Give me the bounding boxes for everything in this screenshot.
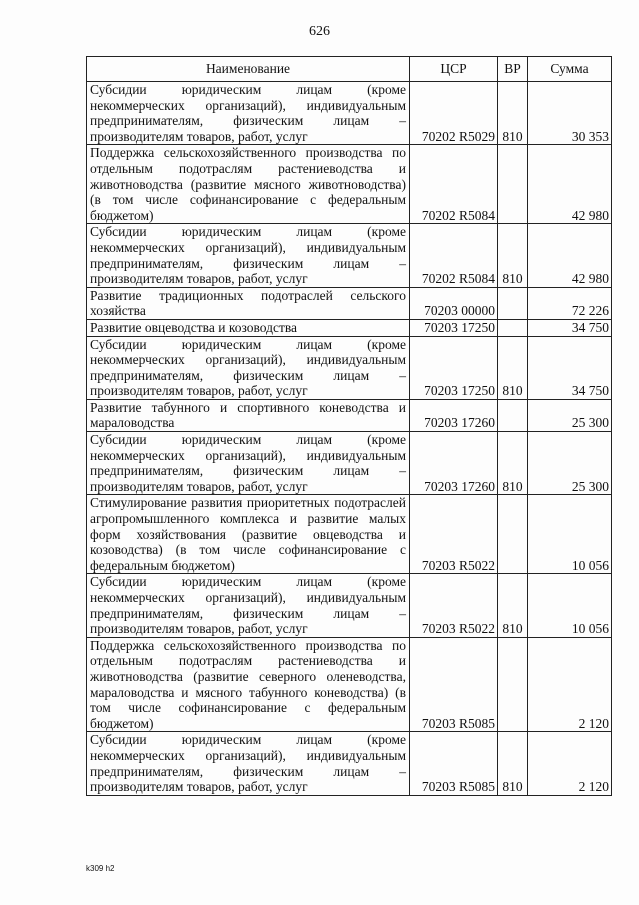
row-vr — [498, 319, 528, 336]
header-csr: ЦСР — [410, 57, 498, 82]
row-csr: 70203 R5085 — [410, 732, 498, 795]
row-name: Развитие овцеводства и козоводства — [87, 319, 410, 336]
header-vr: ВР — [498, 57, 528, 82]
row-sum: 2 120 — [528, 732, 612, 795]
row-csr: 70202 R5084 — [410, 145, 498, 224]
table-row — [87, 319, 612, 336]
row-sum: 34 750 — [528, 319, 612, 336]
row-name: Стимулирование развития приоритетных подотраслей агропромышленного комплекса и развитие малых форм хозяйствования (развитие овцеводства и козоводства) (в том числе софинансирование с федеральным бюджетом) — [87, 495, 410, 574]
row-name: Субсидии юридическим лицам (кроме некоммерческих организаций), индивидуальным предпринимателям, физическим лицам – производителям товаров, работ, услуг — [87, 574, 410, 637]
row-name: Поддержка сельскохозяйственного производства по отдельным подотраслям растениеводства и животноводства (развитие северного оленеводства, мараловодства и мясного табунного коневодства) (в том числе софинансирование с федеральным бюджетом) — [87, 637, 410, 732]
row-vr — [498, 399, 528, 431]
row-name: Субсидии юридическим лицам (кроме некоммерческих организаций), индивидуальным предпринимателям, физическим лицам – производителям товаров, работ, услуг — [87, 432, 410, 495]
table-row — [87, 287, 612, 319]
row-name: Развитие табунного и спортивного коневодства и мараловодства — [87, 399, 410, 431]
row-vr: 810 — [498, 574, 528, 637]
row-csr: 70202 R5029 — [410, 82, 498, 145]
row-name: Субсидии юридическим лицам (кроме некоммерческих организаций), индивидуальным предпринимателям, физическим лицам – производителям товаров, работ, услуг — [87, 82, 410, 145]
row-vr: 810 — [498, 224, 528, 287]
table-row — [87, 495, 612, 574]
row-vr — [498, 495, 528, 574]
row-sum: 30 353 — [528, 82, 612, 145]
table-row — [87, 574, 612, 637]
header-name: Наименование — [87, 57, 410, 82]
row-csr: 70203 17250 — [410, 336, 498, 399]
row-sum: 34 750 — [528, 336, 612, 399]
page-number: 626 — [309, 24, 330, 39]
row-vr: 810 — [498, 732, 528, 795]
row-sum: 72 226 — [528, 287, 612, 319]
header-sum: Сумма — [528, 57, 612, 82]
row-vr: 810 — [498, 82, 528, 145]
table-header-row — [87, 57, 612, 82]
table-row — [87, 637, 612, 732]
row-name: Поддержка сельскохозяйственного производства по отдельным подотраслям растениеводства и животноводства (развитие мясного животноводства) (в том числе софинансирование с федеральным бюджетом) — [87, 145, 410, 224]
row-vr: 810 — [498, 336, 528, 399]
row-vr — [498, 145, 528, 224]
row-vr — [498, 637, 528, 732]
row-vr: 810 — [498, 432, 528, 495]
row-sum: 25 300 — [528, 399, 612, 431]
row-sum: 42 980 — [528, 224, 612, 287]
row-name: Развитие традиционных подотраслей сельского хозяйства — [87, 287, 410, 319]
row-sum: 10 056 — [528, 574, 612, 637]
row-csr: 70202 R5084 — [410, 224, 498, 287]
row-vr — [498, 287, 528, 319]
footer-code: k309 h2 — [86, 864, 115, 873]
row-sum: 25 300 — [528, 432, 612, 495]
table-row — [87, 399, 612, 431]
table-row — [87, 82, 612, 145]
table-row — [87, 224, 612, 287]
budget-table — [86, 56, 612, 796]
row-sum: 42 980 — [528, 145, 612, 224]
table-row — [87, 732, 612, 795]
row-sum: 2 120 — [528, 637, 612, 732]
row-csr: 70203 R5085 — [410, 637, 498, 732]
row-csr: 70203 00000 — [410, 287, 498, 319]
row-csr: 70203 R5022 — [410, 495, 498, 574]
row-name: Субсидии юридическим лицам (кроме некоммерческих организаций), индивидуальным предпринимателям, физическим лицам – производителям товаров, работ, услуг — [87, 336, 410, 399]
row-sum: 10 056 — [528, 495, 612, 574]
row-csr: 70203 17260 — [410, 432, 498, 495]
table-row — [87, 145, 612, 224]
row-name: Субсидии юридическим лицам (кроме некоммерческих организаций), индивидуальным предпринимателям, физическим лицам – производителям товаров, работ, услуг — [87, 224, 410, 287]
row-csr: 70203 17260 — [410, 399, 498, 431]
table-row — [87, 432, 612, 495]
table-row — [87, 336, 612, 399]
row-csr: 70203 R5022 — [410, 574, 498, 637]
row-csr: 70203 17250 — [410, 319, 498, 336]
row-name: Субсидии юридическим лицам (кроме некоммерческих организаций), индивидуальным предпринимателям, физическим лицам – производителям товаров, работ, услуг — [87, 732, 410, 795]
